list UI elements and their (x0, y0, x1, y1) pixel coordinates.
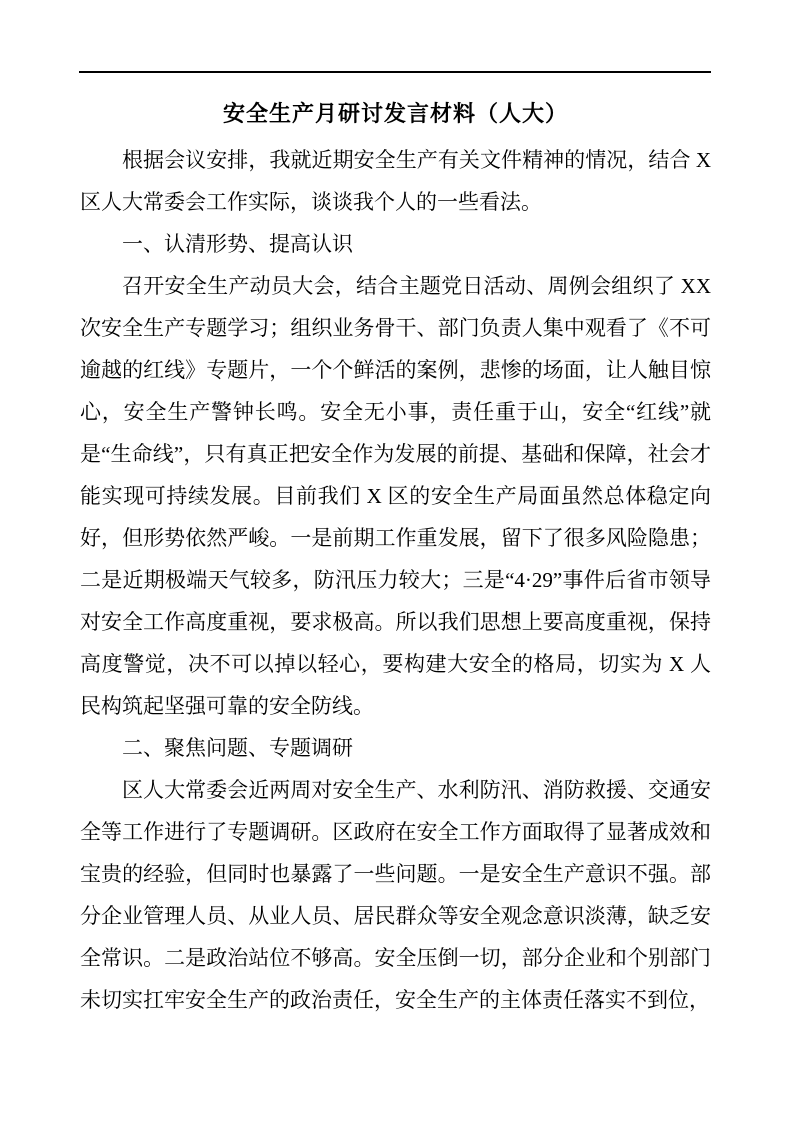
document-body (80, 139, 711, 1021)
header-rule (79, 71, 711, 73)
body-paragraph: 召开安全生产动员大会，结合主题党日活动、周例会组织了 XX 次安全生产专题学习；组织业务骨干、部门负责人集中观看了《不可逾越的红线》专题片，一个个鲜活的案例，悲惨的场面，让人触目惊心，安全生产警钟长鸣。安全无小事，责任重于山，安全“红线”就是“生命线”，只有真正把安全作为发展的前提、基础和保障，社会才能实现可持续发展。目前我们 X 区的安全生产局面虽然总体稳定向好，但形势依然严峻。一是前期工作重发展，留下了很多风险隐患；二是近期极端天气较多，防汛压力较大；三是“4·29”事件后省市领导对安全工作高度重视，要求极高。所以我们思想上要高度重视，保持高度警觉，决不可以掉以轻心，要构建大安全的格局，切实为 X 人民构筑起坚强可靠的安全防线。 (80, 274, 711, 718)
section-heading: 二、聚焦问题、专题调研 (122, 736, 353, 760)
document-title: 安全生产月研讨发言材料（人大） (222, 101, 568, 126)
section-heading: 一、认清形势、提高认识 (122, 232, 353, 256)
body-paragraph: 根据会议安排，我就近期安全生产有关文件精神的情况，结合 X 区人大常委会工作实际，谈谈我个人的一些看法。 (80, 148, 711, 214)
body-paragraph: 区人大常委会近两周对安全生产、水利防汛、消防救援、交通安全等工作进行了专题调研。区政府在安全工作方面取得了显著成效和宝贵的经验，但同时也暴露了一些问题。一是安全生产意识不强。部分企业管理人员、从业人员、居民群众等安全观念意识淡薄，缺乏安全常识。二是政治站位不够高。安全压倒一切，部分企业和个别部门未切实扛牢安全生产的政治责任，安全生产的主体责任落实不到位， (80, 778, 711, 1012)
